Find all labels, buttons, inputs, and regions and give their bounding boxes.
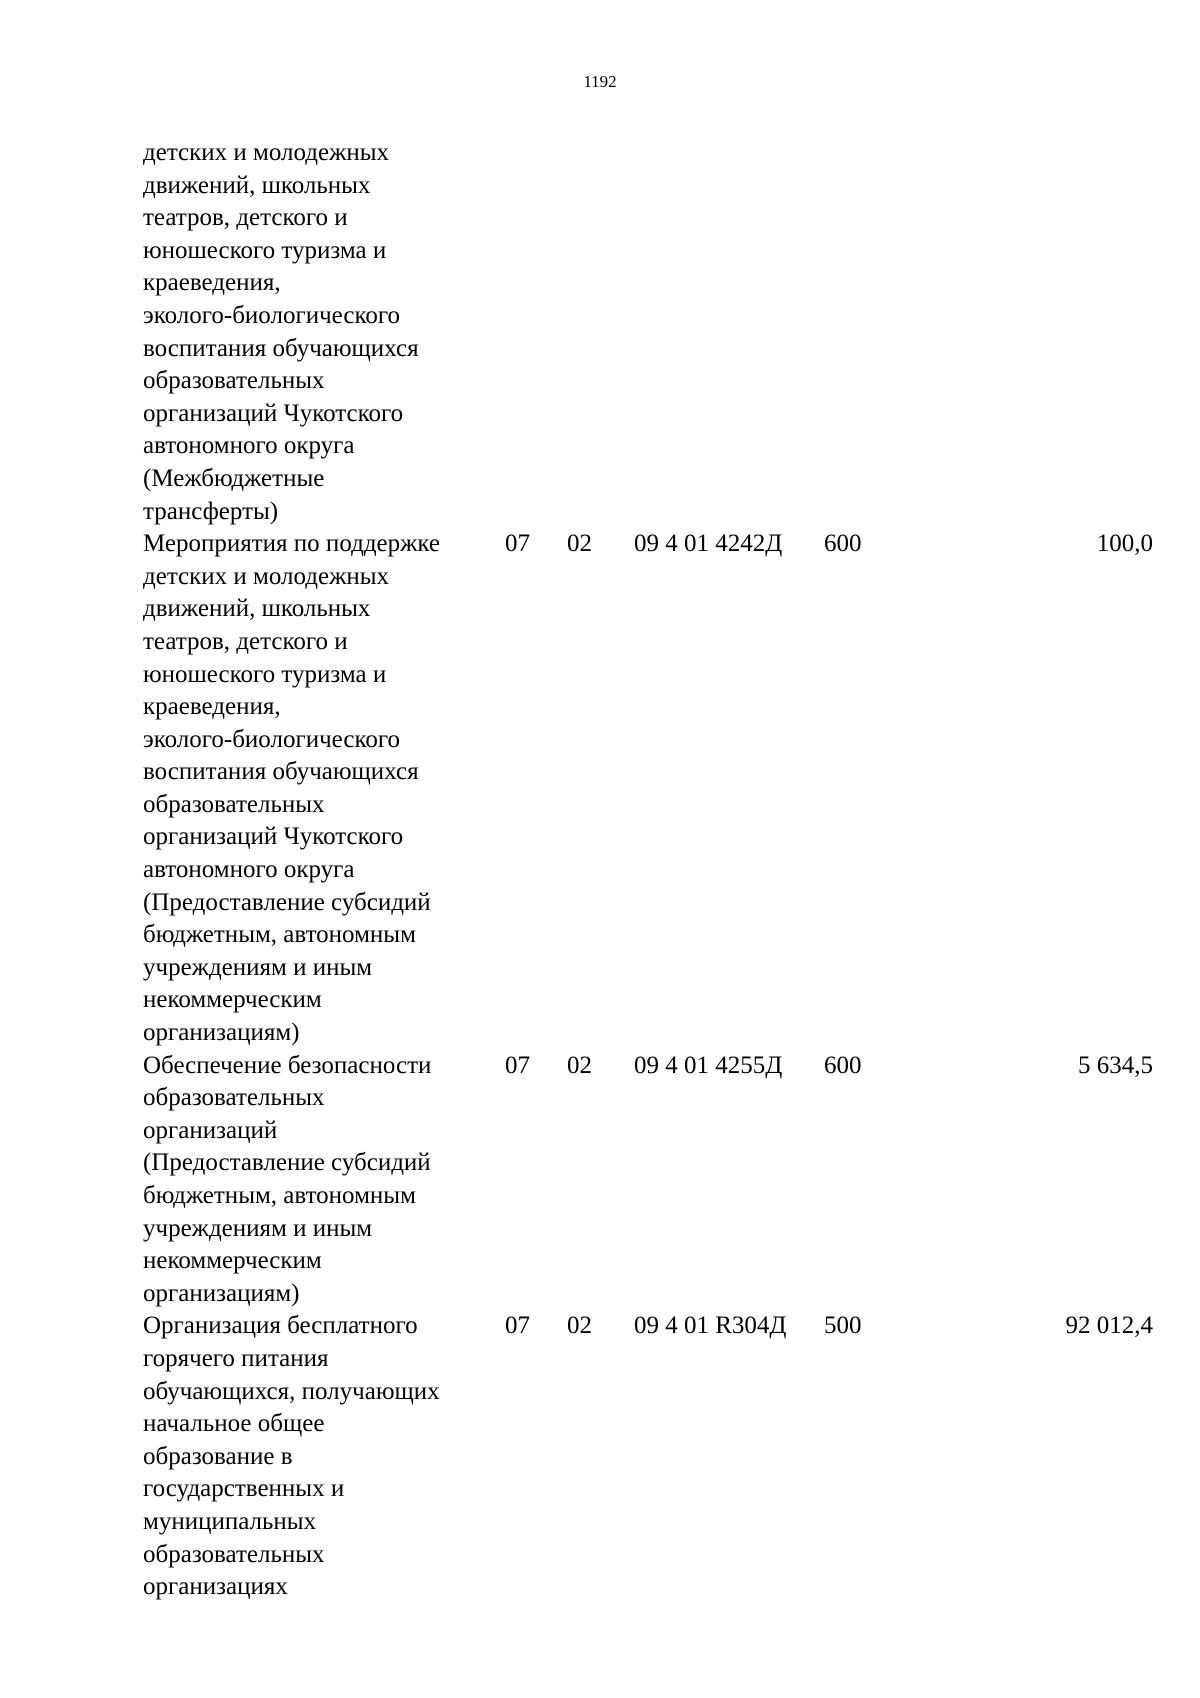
- expense-name-line: горячего питания: [143, 1344, 329, 1372]
- expense-name-cell: [143, 137, 505, 528]
- expense-name-line: детских и молодежных: [143, 562, 390, 590]
- subsection-code: 02: [567, 530, 592, 558]
- target-article-code: 09 4 01 R304Д: [634, 1312, 787, 1340]
- expense-name-line: бюджетным, автономным: [143, 921, 416, 949]
- expense-name-line: некоммерческим: [143, 1247, 322, 1275]
- section-code: [505, 137, 567, 528]
- expense-name-line: движений, школьных: [143, 595, 371, 623]
- expense-name-line: автономного округа: [143, 432, 355, 460]
- target-article-code: 09 4 01 4242Д: [634, 530, 783, 558]
- expense-type-code: 600: [824, 530, 862, 558]
- expense-name-cell: [143, 1310, 505, 1603]
- expense-name-line: (Межбюджетные: [143, 464, 325, 492]
- amount-value: 5 634,5: [1078, 1051, 1153, 1079]
- expense-name-line: муниципальных: [143, 1507, 317, 1535]
- subsection-code: [567, 137, 634, 528]
- expense-name-line: эколого-биологического: [143, 725, 400, 753]
- expense-name-line: детских и молодежных: [143, 139, 390, 166]
- budget-table: [143, 137, 1153, 1604]
- table-body: [143, 137, 1153, 1604]
- expense-name-line: организаций Чукотского: [143, 823, 404, 851]
- expense-name-line: организациям): [143, 1279, 300, 1307]
- target-article-code: 09 4 01 4255Д: [634, 1051, 783, 1079]
- expense-name-line: краеведения,: [143, 269, 281, 297]
- expense-name-cell: [143, 1050, 505, 1311]
- expense-name-line: трансферты): [143, 497, 279, 525]
- expense-name-line: обучающихся, получающих: [143, 1377, 440, 1405]
- expense-name-line: воспитания обучающихся: [143, 758, 419, 786]
- expense-name-line: юношеского туризма и: [143, 660, 387, 688]
- expense-name-line: организациям): [143, 1019, 300, 1047]
- table-row: [143, 528, 1153, 1050]
- amount-value: 100,0: [1096, 530, 1153, 558]
- expense-name-line: юношеского туризма и: [143, 236, 387, 264]
- subsection-code: 02: [567, 1312, 592, 1340]
- expense-name-line: движений, школьных: [143, 171, 371, 199]
- expense-name-line: (Предоставление субсидий: [143, 1149, 431, 1177]
- expense-name-line: воспитания обучающихся: [143, 334, 419, 362]
- expense-name-line: Организация бесплатного: [143, 1312, 418, 1340]
- expense-name-line: театров, детского и: [143, 204, 348, 232]
- expense-name-line: начальное общее: [143, 1410, 325, 1438]
- expense-name-line: эколого-биологического: [143, 301, 400, 329]
- section-code: 07: [505, 530, 530, 558]
- expense-name-line: образование в: [143, 1442, 293, 1470]
- expense-type-code: 500: [824, 1312, 862, 1340]
- expense-name-line: организациях: [143, 1573, 288, 1601]
- expense-name-line: краеведения,: [143, 693, 281, 721]
- section-code: 07: [505, 1312, 530, 1340]
- expense-type-code: [824, 137, 884, 528]
- target-article-code: [634, 137, 824, 528]
- expense-name-line: учреждениям и иным: [143, 1214, 373, 1242]
- expense-name-line: образовательных: [143, 790, 325, 818]
- expense-name-cell: [143, 528, 505, 1050]
- expense-name-line: бюджетным, автономным: [143, 1182, 416, 1209]
- expense-name-line: Мероприятия по поддержке: [143, 530, 441, 558]
- expense-name-line: образовательных: [143, 1084, 325, 1112]
- table-row: [143, 137, 1153, 528]
- expense-name-line: Обеспечение безопасности: [143, 1051, 432, 1079]
- amount-value: [884, 137, 1153, 528]
- expense-name-line: учреждениям и иным: [143, 953, 373, 981]
- subsection-code: 02: [567, 1051, 592, 1079]
- section-code: 07: [505, 1051, 530, 1079]
- expense-type-code: 600: [824, 1051, 862, 1079]
- expense-name-line: государственных и: [143, 1475, 345, 1503]
- expense-name-line: организаций: [143, 1116, 278, 1144]
- expense-name-line: театров, детского и: [143, 627, 348, 655]
- table-row: [143, 1310, 1153, 1603]
- table-row: [143, 1050, 1153, 1311]
- expense-name-line: образовательных: [143, 367, 325, 395]
- expense-name-line: некоммерческим: [143, 986, 322, 1014]
- page-number: 1192: [583, 72, 617, 91]
- expense-name-line: организаций Чукотского: [143, 399, 404, 427]
- amount-value: 92 012,4: [1065, 1312, 1153, 1340]
- expense-name-line: автономного округа: [143, 856, 355, 884]
- expense-name-line: (Предоставление субсидий: [143, 888, 431, 916]
- expense-name-line: образовательных: [143, 1540, 325, 1568]
